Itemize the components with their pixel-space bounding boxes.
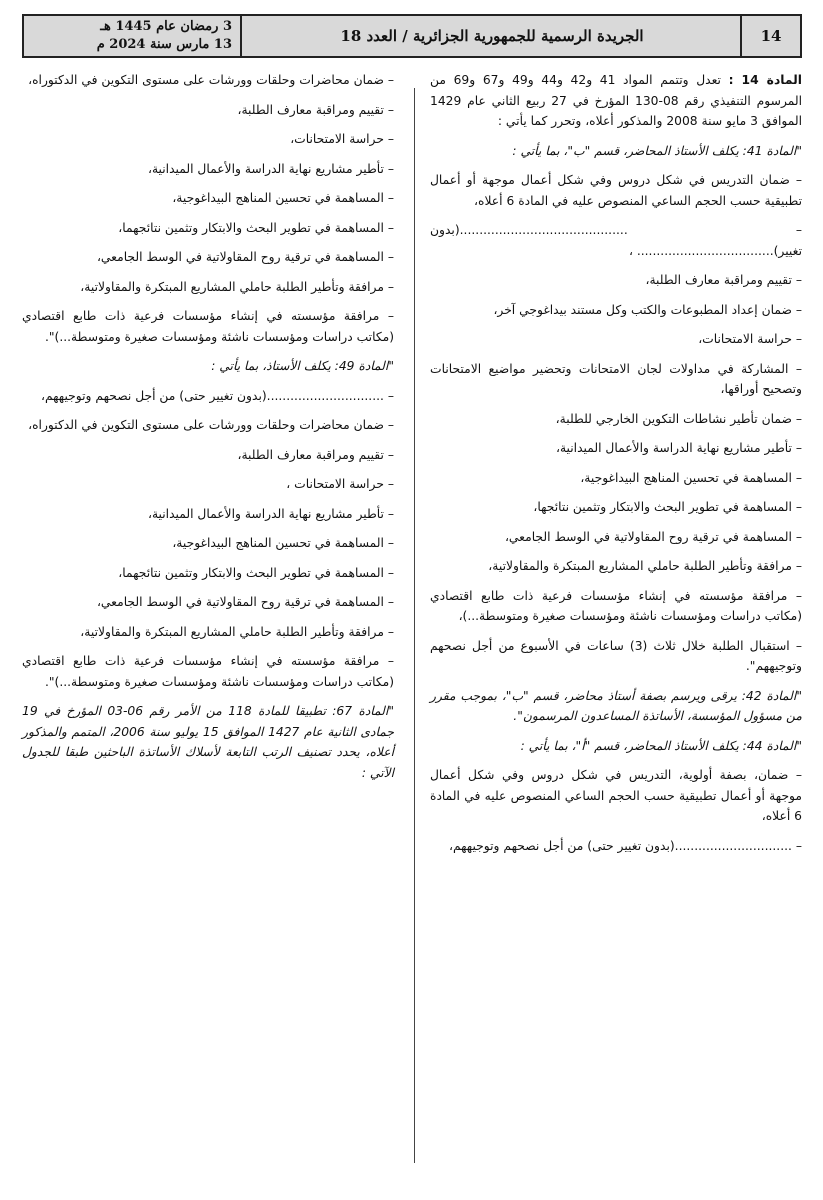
page-header <box>22 14 802 58</box>
list-item: – المساهمة في تطوير البحث والابتكار وتثمين نتائجهما، <box>118 220 394 235</box>
list-item: – ..............................(بدون تغيير حتى) من أجل نصحهم وتوجيههم، <box>448 838 802 853</box>
article-paragraph <box>430 70 802 132</box>
list-item: – مرافقة وتأطير الطلبة حاملي المشاريع المبتكرة والمقاولاتية، <box>488 559 802 573</box>
list-item: – المساهمة في ترقية روح المقاولاتية في الوسط الجامعي، <box>504 529 802 544</box>
quoted-article: "المادة 49: يكلف الأستاذ، بما يأتي : <box>211 359 394 373</box>
right-column <box>430 70 802 865</box>
date-gregorian: 13 مارس سنة 2024 م <box>96 37 232 52</box>
list-item: – تقييم ومراقبة معارف الطلبة، <box>645 273 802 287</box>
list-item: – ضمان تأطير نشاطات التكوين الخارجي للطلبة، <box>555 411 802 426</box>
list-item: – حراسة الامتحانات ، <box>286 477 394 491</box>
issue-dates <box>24 16 242 56</box>
list-item: – المساهمة في تطوير البحث والابتكار وتثمين نتائجهما، <box>118 565 394 580</box>
list-item: – المساهمة في تحسين المناهج البيداغوجية، <box>172 536 394 550</box>
list-item: – حراسة الامتحانات، <box>698 332 802 346</box>
list-item: – تأطير مشاريع نهاية الدراسة والأعمال الميدانية، <box>147 161 394 176</box>
list-item: – ضمان إعداد المطبوعات والكتب وكل مستند بيداغوجي آخر، <box>493 302 802 317</box>
article-heading: المادة 14 : <box>728 73 802 87</box>
list-item: – المساهمة في ترقية روح المقاولاتية في الوسط الجامعي، <box>96 595 394 609</box>
list-item: – المساهمة في تحسين المناهج البيداغوجية، <box>580 470 802 485</box>
page-number: 14 <box>740 16 800 56</box>
list-item: – المشاركة في مداولات لجان الامتحانات وتحضير مواضيع الامتحانات وتصحيح أوراقها، <box>430 361 802 396</box>
list-item: – ضمان، بصفة أولوية، التدريس في شكل دروس وفي شكل أعمال موجهة أو أعمال تطبيقية حسب الحجم الساعي المنصوص عليه في المادة 6 أعلاه، <box>430 768 802 823</box>
text-columns <box>22 70 802 1180</box>
quoted-article: "المادة 67: تطبيقا للمادة 118 من الأمر رقم 06-03 المؤرخ في 19 جمادى الثانية عام 1427 الموافق 15 يوليو سنة 2006، المتمم والمذكور أعلاه، يحدد تصنيف الرتب التابعة لأسلاك الأساتذة الباحثين طبقا للجدول الآتي : <box>22 704 394 780</box>
list-item: – ...........................................(بدون تغيير)................................... ، <box>430 223 802 258</box>
quoted-article: "المادة 42: يرقى ويرسم بصفة أستاذ محاضر، قسم "ب"، بموجب مقرر من مسؤول المؤسسة، الأساتذة المساعدون المرسمون". <box>430 688 802 723</box>
list-item: – ضمان محاضرات وحلقات وورشات على مستوى التكوين في الدكتوراه، <box>28 418 394 432</box>
list-item: – المساهمة في تطوير البحث والابتكار وتثمين نتائجها، <box>533 500 802 514</box>
list-item: – مرافقة وتأطير الطلبة حاملي المشاريع المبتكرة والمقاولاتية، <box>80 279 394 294</box>
list-item: – مرافقة مؤسسته في إنشاء مؤسسات فرعية ذات طابع اقتصادي (مكاتب دراسات ومؤسسات ناشئة ومؤسسات صغيرة ومتوسطة...)، <box>430 588 802 623</box>
date-hijri: 3 رمضان عام 1445 هـ <box>100 19 232 34</box>
column-divider <box>414 88 415 1163</box>
list-item: – استقبال الطلبة خلال ثلاث (3) ساعات في الأسبوع من أجل نصحهم وتوجيههم". <box>430 638 802 673</box>
left-column <box>22 70 394 792</box>
list-item: – تأطير مشاريع نهاية الدراسة والأعمال الميدانية، <box>147 506 394 521</box>
list-item: – المساهمة في ترقية روح المقاولاتية في الوسط الجامعي، <box>96 250 394 264</box>
list-item: – المساهمة في تحسين المناهج البيداغوجية، <box>172 191 394 205</box>
list-item: – حراسة الامتحانات، <box>290 132 394 146</box>
list-item: – تقييم ومراقبة معارف الطلبة، <box>237 447 394 462</box>
list-item: – مرافقة وتأطير الطلبة حاملي المشاريع المبتكرة والمقاولاتية، <box>80 624 394 639</box>
list-item: – تقييم ومراقبة معارف الطلبة، <box>237 102 394 117</box>
gazette-title: الجريدة الرسمية للجمهورية الجزائرية / العدد 18 <box>340 27 644 45</box>
list-item: – مرافقة مؤسسته في إنشاء مؤسسات فرعية ذات طابع اقتصادي (مكاتب دراسات ومؤسسات ناشئة ومؤسسات صغيرة ومتوسطة...)". <box>22 309 394 344</box>
list-item: – تأطير مشاريع نهاية الدراسة والأعمال الميدانية، <box>555 441 802 455</box>
list-item: – ضمان محاضرات وحلقات وورشات على مستوى التكوين في الدكتوراه، <box>28 73 394 87</box>
list-item: – ..............................(بدون تغيير حتى) من أجل نصحهم وتوجيههم، <box>40 388 394 403</box>
quoted-article: "المادة 41: يكلف الأستاذ المحاضر، قسم "ب"، بما يأتي : <box>512 143 802 158</box>
article-text: تعدل وتتمم المواد 41 و42 و44 و49 و67 و69 من المرسوم التنفيذي رقم 08-130 المؤرخ في 27 ربيع الثاني عام 1429 الموافق 3 مايو سنة 2008 والمذكور أعلاه، وتحرر كما يأتي : <box>430 73 803 128</box>
list-item: – ضمان التدريس في شكل دروس وفي شكل أعمال موجهة أو أعمال تطبيقية حسب الحجم الساعي المنصوص عليه في المادة 6 أعلاه، <box>430 173 802 208</box>
list-item: – مرافقة مؤسسته في إنشاء مؤسسات فرعية ذات طابع اقتصادي (مكاتب دراسات ومؤسسات ناشئة ومؤسسات صغيرة ومتوسطة...)". <box>22 654 394 689</box>
quoted-article: "المادة 44: يكلف الأستاذ المحاضر، قسم "أ"، بما يأتي : <box>520 738 802 753</box>
